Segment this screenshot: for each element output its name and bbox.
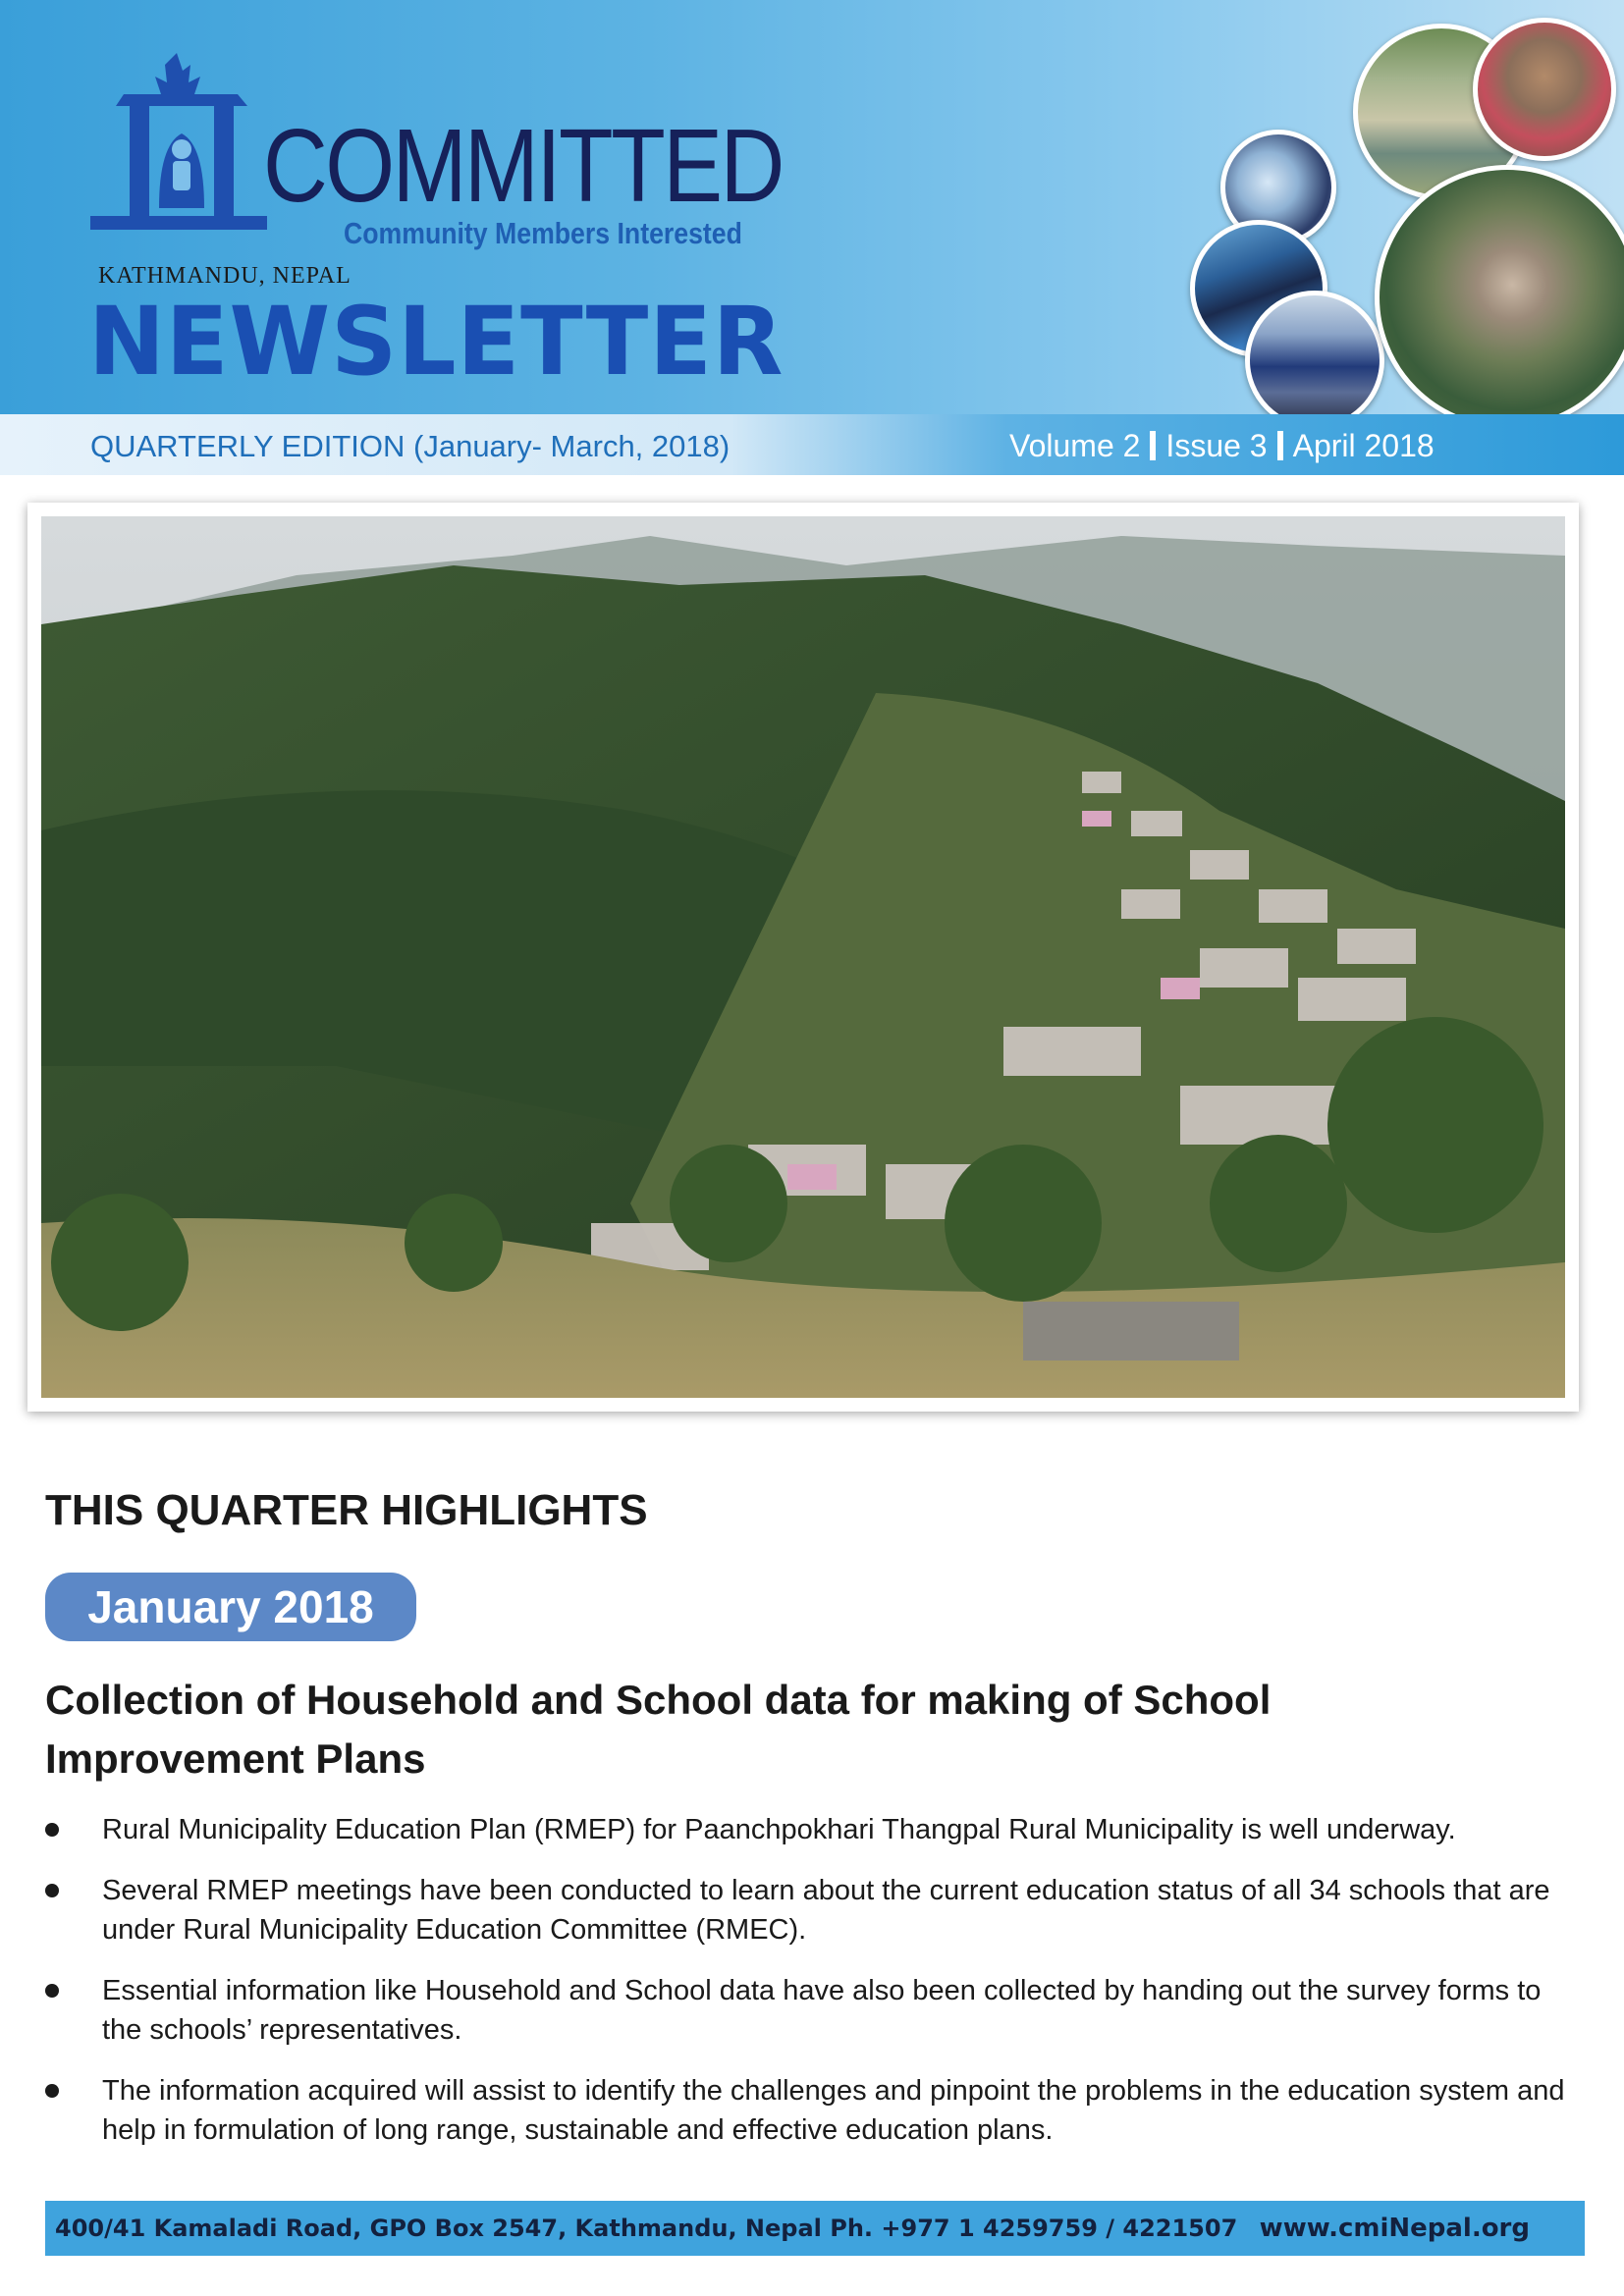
divider [1150,431,1156,460]
location-label: KATHMANDU, NEPAL [98,263,352,289]
hero-photo-frame [27,503,1579,1412]
bullet-icon [45,1984,59,1998]
bullet-icon [45,2084,59,2098]
volume-label: Volume 2 [1009,428,1141,463]
issue-label: Issue 3 [1165,428,1268,463]
article-title: Collection of Household and School data for making of School Improvement Plans [45,1677,1272,1782]
bullet-text: Rural Municipality Education Plan (RMEP) for Paanchpokhari Thangpal Rural Municipality is well underway. [102,1814,1456,1845]
photo-students-lineup [1245,291,1384,414]
hero-photo-hillside-village [41,516,1565,1398]
temple-bell-icon [90,51,267,238]
bullet-icon [45,1884,59,1897]
bullet-text: Several RMEP meetings have been conducted to learn about the current education status of all 34 schools that are under Rural Municipality Education Committee (RMEC). [102,1875,1550,1946]
masthead [0,0,1624,414]
photo-students-group [1473,18,1616,161]
list-item [45,1810,1587,1849]
issue-info [1009,428,1435,464]
list-item [45,1971,1587,2050]
footer-address: 400/41 Kamaladi Road, GPO Box 2547, Kathmandu, Nepal Ph. +977 1 4259759 / 4221507 [55,2215,1238,2242]
section-title: THIS QUARTER HIGHLIGHTS [45,1486,648,1534]
website-link[interactable]: www.cmiNepal.org [1259,2214,1530,2243]
bullet-text: Essential information like Household and School data have also been collected by handing out the survey forms to the schools’ representatives. [102,1975,1542,2046]
logo-title: COMMITTED [263,108,783,224]
edition-label: QUARTERLY EDITION (January- March, 2018) [90,429,731,463]
footer-bar [45,2201,1585,2256]
divider [1277,431,1283,460]
bullet-icon [45,1823,59,1837]
month-badge: January 2018 [45,1573,416,1641]
list-item [45,1871,1587,1949]
newsletter-title: NEWSLETTER [88,287,785,397]
highlight-bullets [45,1810,1587,2171]
date-label: April 2018 [1292,428,1435,463]
bullet-text: The information acquired will assist to identify the challenges and pinpoint the problems in the education system and help in formulation of long range, sustainable and effective education plans. [102,2075,1565,2146]
committed-logo [90,51,783,250]
photo-farmer-with-fish [1375,165,1624,414]
list-item [45,2071,1587,2150]
logo-subtitle: Community Members Interested [344,216,742,250]
